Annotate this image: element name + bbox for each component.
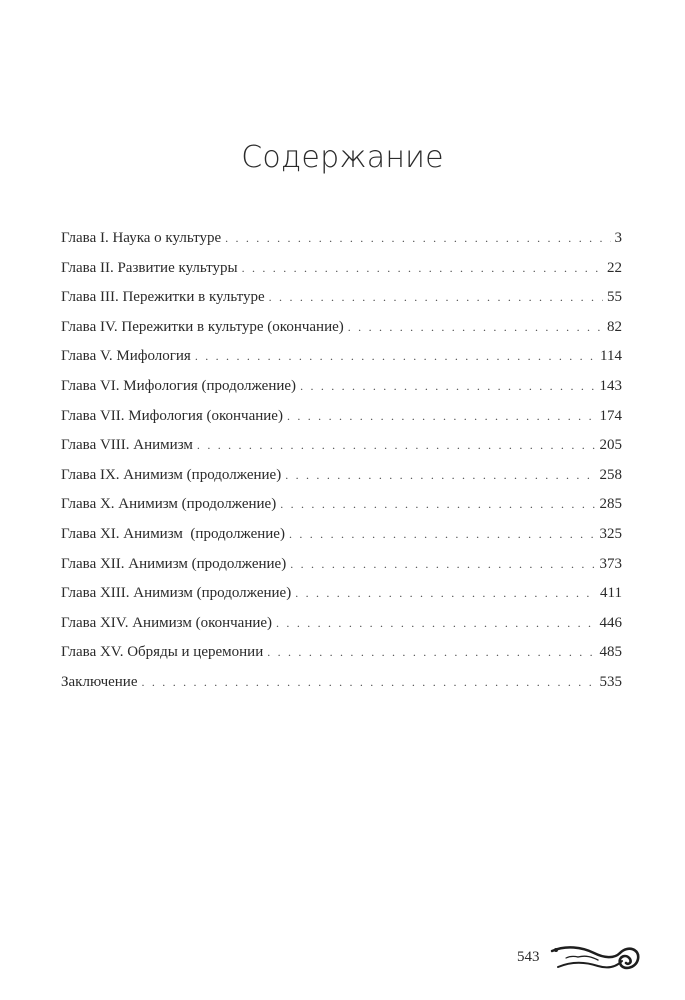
- toc-entry: [61, 348, 622, 378]
- toc-leader-dots: [289, 527, 596, 542]
- toc-leader-dots: [225, 231, 610, 246]
- toc-entry-page: 411: [600, 585, 622, 602]
- toc-entry-page: 258: [599, 466, 622, 483]
- toc-entry: [61, 467, 622, 497]
- toc-entry-page: 446: [599, 614, 622, 631]
- toc-entry-label: Глава VI. Мифология (продолжение): [61, 377, 297, 394]
- toc-entry-page: 55: [607, 289, 622, 306]
- toc-entry-page: 205: [599, 437, 622, 454]
- toc-leader-dots: [197, 438, 596, 453]
- page-footer: [517, 937, 644, 977]
- toc-entry: [61, 230, 622, 260]
- toc-entry-label: Глава VII. Мифология (окончание): [61, 407, 283, 424]
- toc-entry: [61, 644, 622, 674]
- page-title: Содержание: [241, 140, 444, 175]
- toc-leader-dots: [287, 409, 596, 424]
- toc-entry: [61, 615, 622, 645]
- toc-entry-label: Глава IV. Пережитки в культуре (окончание): [61, 318, 344, 335]
- toc-entry-label: Глава XV. Обряды и церемонии: [61, 644, 264, 661]
- toc-entry: [61, 289, 622, 319]
- toc-entry-page: 3: [614, 230, 622, 246]
- toc-entry-page: 22: [607, 259, 622, 276]
- toc-entry-page: 143: [599, 377, 622, 394]
- toc-entry: [61, 526, 622, 556]
- toc-entry: [61, 378, 622, 408]
- toc-leader-dots: [242, 261, 603, 276]
- toc-leader-dots: [348, 320, 603, 335]
- page-number: 543: [517, 948, 540, 965]
- toc-entry-page: 535: [599, 673, 622, 690]
- toc-entry-label: Глава XII. Анимизм (продолжение): [61, 555, 287, 572]
- flourish-ornament-icon: [548, 937, 644, 977]
- toc-entry-page: 325: [599, 525, 622, 542]
- toc-entry-label: Глава XIV. Анимизм (окончание): [61, 614, 273, 631]
- toc-entry-page: 82: [607, 318, 622, 335]
- toc-leader-dots: [285, 468, 595, 483]
- toc-entry-label: Глава II. Развитие культуры: [61, 259, 238, 276]
- toc-leader-dots: [290, 557, 595, 572]
- toc-entry-label: Глава IX. Анимизм (продолжение): [61, 466, 282, 483]
- toc-leader-dots: [267, 645, 595, 660]
- toc-entry: [61, 556, 622, 586]
- toc-entry-label: Глава V. Мифология: [61, 348, 191, 365]
- toc-leader-dots: [300, 379, 595, 394]
- toc-leader-dots: [280, 497, 595, 512]
- toc-entry: [61, 260, 622, 290]
- toc-entry-label: Глава VIII. Анимизм: [61, 437, 193, 454]
- toc-entry-label: Глава I. Наука о культуре: [61, 230, 222, 246]
- toc-entry: [61, 408, 622, 438]
- toc-entry-page: 373: [599, 555, 622, 572]
- toc-entry-label: Глава XIII. Анимизм (продолжение): [61, 585, 292, 602]
- toc-entry-label: Глава XI. Анимизм (продолжение): [61, 525, 285, 542]
- toc-leader-dots: [142, 675, 596, 690]
- toc-entry-page: 174: [599, 407, 622, 424]
- toc-entry: [61, 674, 622, 704]
- toc-entry-page: 485: [599, 644, 622, 661]
- toc-entry-page: 114: [600, 348, 622, 365]
- toc-entry-label: Заключение: [61, 673, 138, 690]
- toc-entry-label: Глава III. Пережитки в культуре: [61, 289, 265, 306]
- table-of-contents: [61, 230, 622, 704]
- toc-leader-dots: [276, 616, 595, 631]
- toc-entry: [61, 496, 622, 526]
- toc-entry-page: 285: [599, 496, 622, 513]
- toc-entry: [61, 437, 622, 467]
- toc-leader-dots: [295, 586, 596, 601]
- toc-entry: [61, 319, 622, 349]
- toc-entry: [61, 585, 622, 615]
- toc-leader-dots: [195, 349, 596, 364]
- toc-leader-dots: [269, 290, 603, 305]
- toc-entry-label: Глава X. Анимизм (продолжение): [61, 496, 277, 513]
